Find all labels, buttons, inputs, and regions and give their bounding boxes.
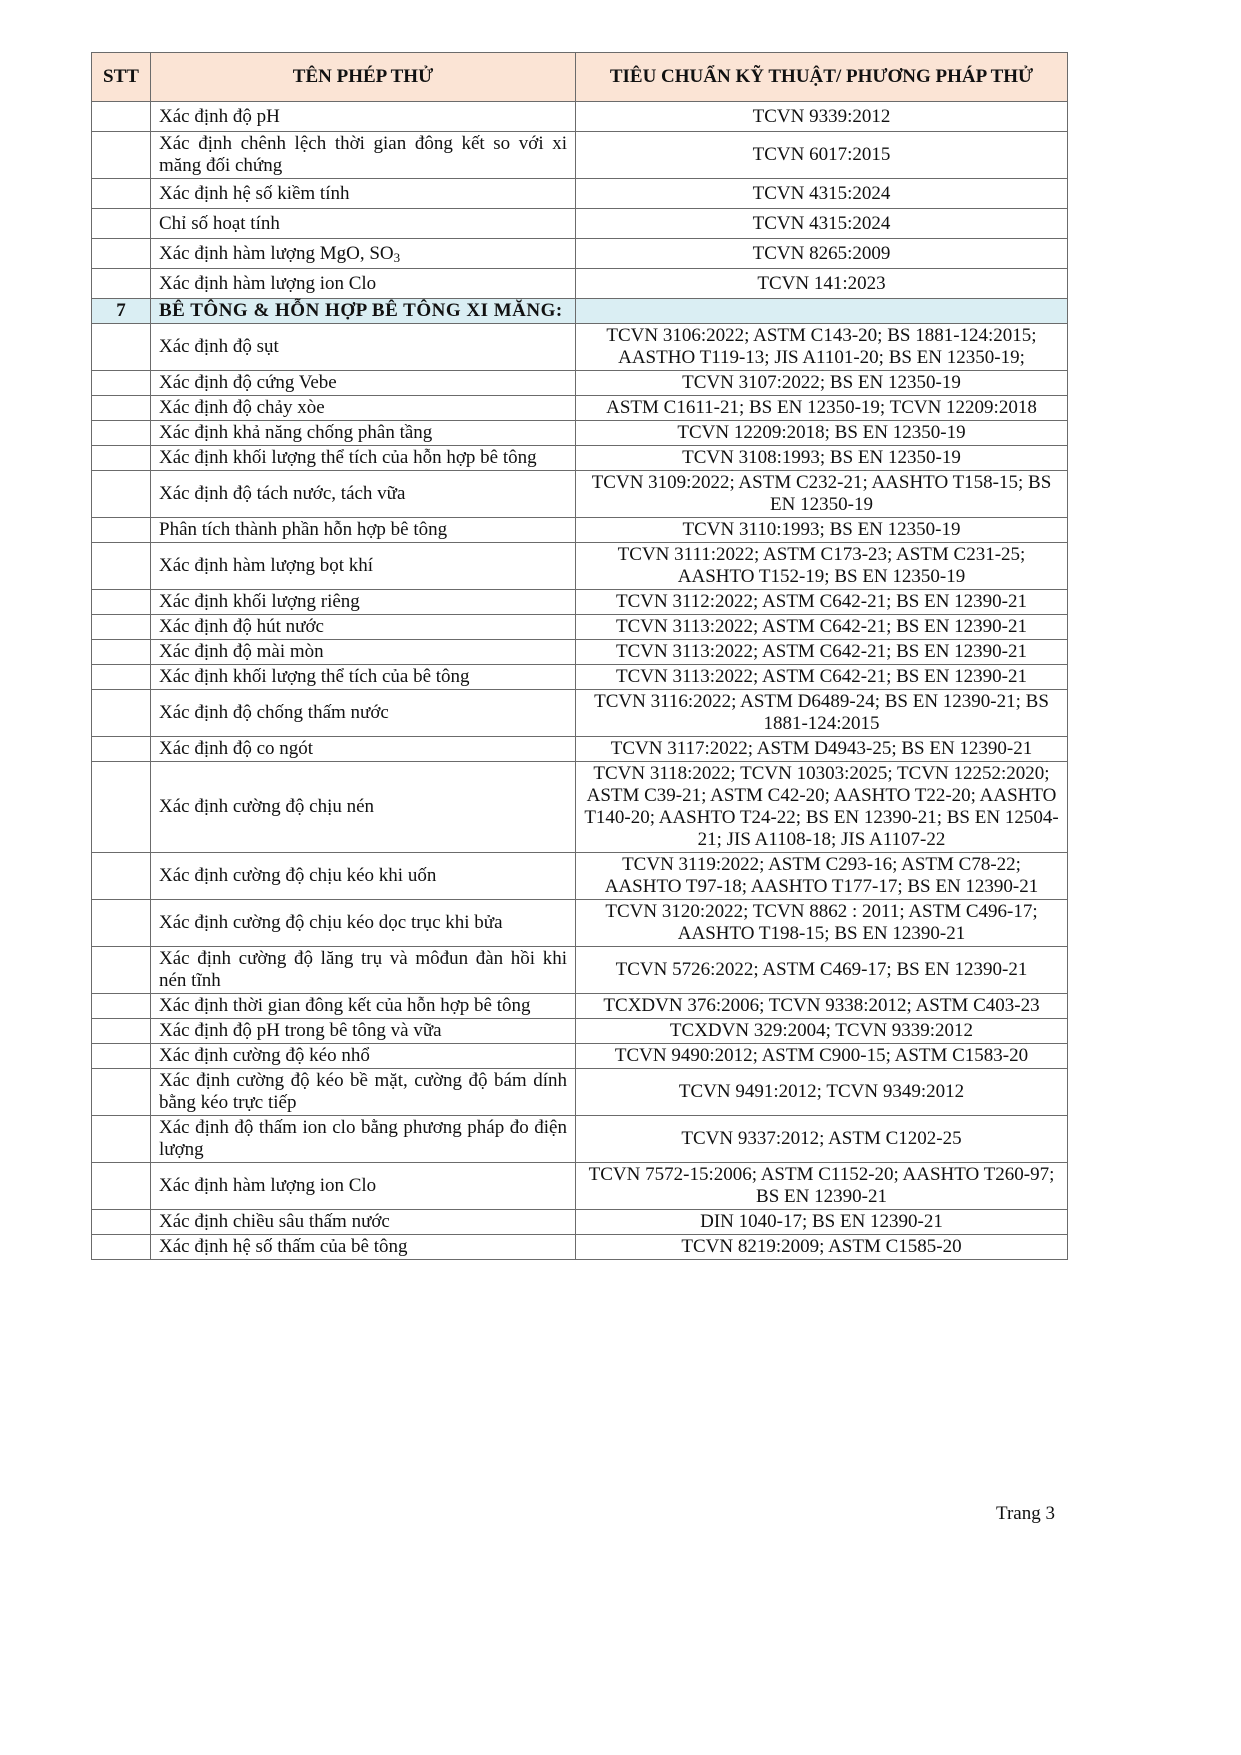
row-standard: TCVN 3116:2022; ASTM D6489-24; BS EN 12390-21; BS 1881-124:2015 [576, 690, 1068, 737]
row-standard: TCVN 12209:2018; BS EN 12350-19 [576, 421, 1068, 446]
table-row [92, 994, 1068, 1019]
row-test-name: Xác định hàm lượng bọt khí [151, 543, 576, 590]
row-test-name: Xác định độ chảy xòe [151, 396, 576, 421]
row-stt [92, 615, 151, 640]
table-row [92, 471, 1068, 518]
row-standard: TCVN 3117:2022; ASTM D4943-25; BS EN 12390-21 [576, 737, 1068, 762]
row-stt [92, 1116, 151, 1163]
row-test-name: Xác định chiều sâu thấm nước [151, 1210, 576, 1235]
row-test-name: Xác định độ pH [151, 102, 576, 132]
table-row [92, 371, 1068, 396]
row-test-name: Xác định khối lượng riêng [151, 590, 576, 615]
row-stt [92, 737, 151, 762]
row-stt [92, 371, 151, 396]
table-row [92, 1210, 1068, 1235]
row-stt [92, 102, 151, 132]
table-row [92, 665, 1068, 690]
row-test-name: Xác định độ mài mòn [151, 640, 576, 665]
row-standard: ASTM C1611-21; BS EN 12350-19; TCVN 12209:2018 [576, 396, 1068, 421]
row-test-name: Xác định cường độ chịu nén [151, 762, 576, 853]
table-row [92, 1235, 1068, 1260]
row-stt [92, 1044, 151, 1069]
row-standard: TCVN 3109:2022; ASTM C232-21; AASHTO T158-15; BS EN 12350-19 [576, 471, 1068, 518]
subscript-3: 3 [393, 249, 401, 265]
row-standard: TCVN 9491:2012; TCVN 9349:2012 [576, 1069, 1068, 1116]
table-row [92, 762, 1068, 853]
row-test-name: Xác định độ pH trong bê tông và vữa [151, 1019, 576, 1044]
row-standard: TCXDVN 376:2006; TCVN 9338:2012; ASTM C403-23 [576, 994, 1068, 1019]
row-test-name [151, 239, 576, 269]
test-standards-table [91, 52, 1068, 1260]
row-stt [92, 1019, 151, 1044]
table-row [92, 690, 1068, 737]
row-test-name: Xác định hệ số thấm của bê tông [151, 1235, 576, 1260]
row-test-name: Xác định khối lượng thể tích của bê tông [151, 665, 576, 690]
row-standard: TCVN 3111:2022; ASTM C173-23; ASTM C231-25; AASHTO T152-19; BS EN 12350-19 [576, 543, 1068, 590]
table-row [92, 421, 1068, 446]
table-row [92, 1069, 1068, 1116]
table-row [92, 102, 1068, 132]
row-standard: TCVN 9490:2012; ASTM C900-15; ASTM C1583-20 [576, 1044, 1068, 1069]
section-number: 7 [92, 299, 151, 324]
row-stt [92, 446, 151, 471]
row-stt [92, 640, 151, 665]
row-test-name: Xác định hàm lượng ion Clo [151, 1163, 576, 1210]
row-stt [92, 1163, 151, 1210]
row-standard: TCVN 3113:2022; ASTM C642-21; BS EN 12390-21 [576, 615, 1068, 640]
header-stt: STT [92, 53, 151, 102]
row-test-name: Xác định khả năng chống phân tầng [151, 421, 576, 446]
row-standard: TCVN 9337:2012; ASTM C1202-25 [576, 1116, 1068, 1163]
row-standard: TCVN 4315:2024 [576, 209, 1068, 239]
row-stt [92, 471, 151, 518]
row-standard: TCXDVN 329:2004; TCVN 9339:2012 [576, 1019, 1068, 1044]
row-standard: TCVN 5726:2022; ASTM C469-17; BS EN 12390-21 [576, 947, 1068, 994]
row-stt [92, 543, 151, 590]
row-standard: TCVN 8219:2009; ASTM C1585-20 [576, 1235, 1068, 1260]
row-test-name: Xác định cường độ chịu kéo khi uốn [151, 853, 576, 900]
row-test-name: Xác định độ chống thấm nước [151, 690, 576, 737]
table-row [92, 179, 1068, 209]
table-row [92, 590, 1068, 615]
row-test-name: Xác định hàm lượng ion Clo [151, 269, 576, 299]
table-row [92, 900, 1068, 947]
page-number: Trang 3 [996, 1503, 1055, 1524]
row-standard: TCVN 8265:2009 [576, 239, 1068, 269]
row-standard: TCVN 3112:2022; ASTM C642-21; BS EN 12390-21 [576, 590, 1068, 615]
row-stt [92, 1235, 151, 1260]
table-row [92, 324, 1068, 371]
row-test-name: Xác định độ tách nước, tách vữa [151, 471, 576, 518]
table-row [92, 737, 1068, 762]
row-standard: TCVN 3119:2022; ASTM C293-16; ASTM C78-22; AASHTO T97-18; AASHTO T177-17; BS EN 12390-21 [576, 853, 1068, 900]
table-row [92, 209, 1068, 239]
section-row [92, 299, 1068, 324]
row-stt [92, 947, 151, 994]
row-stt [92, 179, 151, 209]
row-test-name: Xác định chênh lệch thời gian đông kết so với xi măng đối chứng [151, 132, 576, 179]
row-test-name: Xác định độ sụt [151, 324, 576, 371]
row-stt [92, 590, 151, 615]
table-row [92, 269, 1068, 299]
row-stt [92, 324, 151, 371]
table-row [92, 1163, 1068, 1210]
row-test-name: Xác định độ co ngót [151, 737, 576, 762]
row-standard: DIN 1040-17; BS EN 12390-21 [576, 1210, 1068, 1235]
row-stt [92, 853, 151, 900]
row-test-name: Phân tích thành phần hỗn hợp bê tông [151, 518, 576, 543]
row-test-name: Xác định hệ số kiềm tính [151, 179, 576, 209]
row-test-name: Xác định cường độ chịu kéo dọc trục khi bửa [151, 900, 576, 947]
row-standard: TCVN 3118:2022; TCVN 10303:2025; TCVN 12252:2020; ASTM C39-21; ASTM C42-20; AASHTO T22-20; AASHTO T140-20; AASHTO T24-22; BS EN 12390-21; BS EN 12504-21; JIS A1108-18; JIS A1107-22 [576, 762, 1068, 853]
row-test-name: Xác định cường độ lăng trụ và môđun đàn hồi khi nén tĩnh [151, 947, 576, 994]
table-row [92, 640, 1068, 665]
row-standard: TCVN 7572-15:2006; ASTM C1152-20; AASHTO T260-97; BS EN 12390-21 [576, 1163, 1068, 1210]
row-standard: TCVN 3120:2022; TCVN 8862 : 2011; ASTM C496-17; AASHTO T198-15; BS EN 12390-21 [576, 900, 1068, 947]
row-standard: TCVN 4315:2024 [576, 179, 1068, 209]
row-stt [92, 762, 151, 853]
table-row [92, 853, 1068, 900]
row-standard: TCVN 3113:2022; ASTM C642-21; BS EN 12390-21 [576, 640, 1068, 665]
row-standard: TCVN 3110:1993; BS EN 12350-19 [576, 518, 1068, 543]
row-test-name: Xác định cường độ kéo bề mặt, cường độ bám dính bằng kéo trực tiếp [151, 1069, 576, 1116]
row-stt [92, 1210, 151, 1235]
row-stt [92, 209, 151, 239]
row-stt [92, 239, 151, 269]
row-stt [92, 518, 151, 543]
row-standard: TCVN 3107:2022; BS EN 12350-19 [576, 371, 1068, 396]
row-test-name: Xác định cường độ kéo nhổ [151, 1044, 576, 1069]
table-row [92, 1044, 1068, 1069]
row-stt [92, 421, 151, 446]
row-stt [92, 269, 151, 299]
row-test-name: Xác định độ cứng Vebe [151, 371, 576, 396]
row-stt [92, 396, 151, 421]
table-row [92, 615, 1068, 640]
row-test-name-text: Xác định hàm lượng MgO, SO [159, 242, 394, 264]
row-stt [92, 900, 151, 947]
row-stt [92, 690, 151, 737]
row-test-name: Chỉ số hoạt tính [151, 209, 576, 239]
table-row [92, 446, 1068, 471]
row-stt [92, 994, 151, 1019]
row-standard: TCVN 141:2023 [576, 269, 1068, 299]
row-stt [92, 132, 151, 179]
table-row [92, 239, 1068, 269]
table-row [92, 947, 1068, 994]
table-row [92, 1116, 1068, 1163]
table-row [92, 1019, 1068, 1044]
table-header-row [92, 53, 1068, 102]
row-stt [92, 1069, 151, 1116]
table-row [92, 132, 1068, 179]
section-standard [576, 299, 1068, 324]
row-test-name: Xác định độ thấm ion clo bằng phương pháp đo điện lượng [151, 1116, 576, 1163]
row-standard: TCVN 6017:2015 [576, 132, 1068, 179]
table-row [92, 396, 1068, 421]
row-standard: TCVN 3113:2022; ASTM C642-21; BS EN 12390-21 [576, 665, 1068, 690]
row-standard: TCVN 9339:2012 [576, 102, 1068, 132]
header-test-name: TÊN PHÉP THỬ [151, 53, 576, 102]
row-standard: TCVN 3106:2022; ASTM C143-20; BS 1881-124:2015; AASTHO T119-13; JIS A1101-20; BS EN 12350-19; [576, 324, 1068, 371]
row-test-name: Xác định độ hút nước [151, 615, 576, 640]
table-row [92, 518, 1068, 543]
row-test-name: Xác định khối lượng thể tích của hỗn hợp bê tông [151, 446, 576, 471]
table-row [92, 543, 1068, 590]
header-standard: TIÊU CHUẨN KỸ THUẬT/ PHƯƠNG PHÁP THỬ [576, 53, 1068, 102]
row-test-name: Xác định thời gian đông kết của hỗn hợp bê tông [151, 994, 576, 1019]
row-stt [92, 665, 151, 690]
section-title: BÊ TÔNG & HỖN HỢP BÊ TÔNG XI MĂNG: [151, 299, 576, 324]
row-standard: TCVN 3108:1993; BS EN 12350-19 [576, 446, 1068, 471]
